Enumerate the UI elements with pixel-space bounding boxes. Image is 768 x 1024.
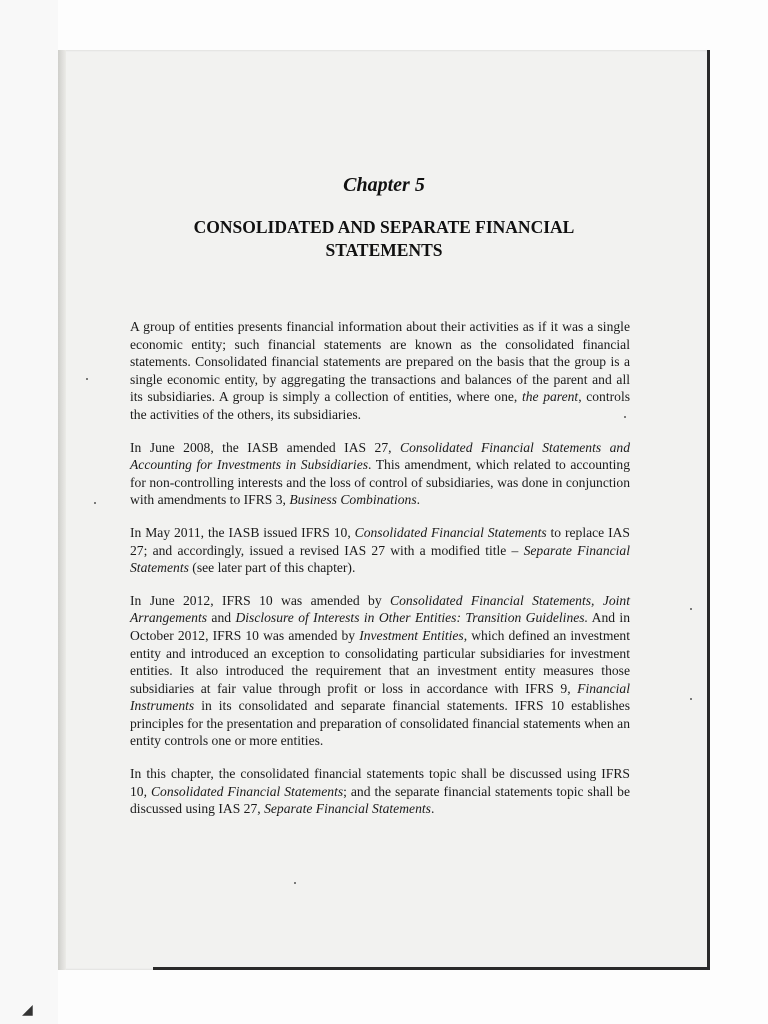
scan-speck (94, 502, 96, 504)
text-run: . (430, 801, 435, 817)
page-bottom-border (153, 967, 710, 970)
text-run: In June 2008, the IASB amended IAS 27, (130, 439, 400, 455)
text-run: in its consolidated and separate financial statements. IFRS 10 establishes principles for the presentation and preparation of consolidated financial statements when an entity controls one or more entities. (130, 698, 630, 749)
text-run: . This amendment, which related to accounting for non-controlling interests and the loss of control of subsidiaries, was done in conjunction with amendments to IFRS 3, (130, 457, 630, 508)
italic-text: Financial Instruments (130, 680, 630, 714)
body-paragraph (130, 318, 630, 424)
italic-text: Consolidated Financial Statements (150, 783, 344, 799)
text-run: In this chapter, the consolidated financial statements topic shall be discussed using IFRS 10, (130, 766, 630, 799)
text-run: to replace IAS 27; and accordingly, issued a revised IAS 27 with a modified title – (130, 524, 630, 558)
corner-mark-icon: ◢ (22, 1002, 33, 1018)
scan-speck (690, 608, 692, 610)
scan-speck (624, 416, 626, 418)
italic-text: Disclosure of Interests in Other Entities: Transition Guidelines. (235, 610, 588, 626)
text-run: . (416, 492, 421, 508)
italic-text: Consolidated Financial Statements (354, 524, 547, 540)
text-run: A group of entities presents financial information about their activities as if it was a single economic entity; such financial statements are known as the consolidated financial statements. Consolidated financial statements are prepared on the basis that the group is a single economic entity, by aggregating the transactions and balances of the parent and all its subsidiaries. A group is simply a collection of entities, where one, (130, 319, 630, 405)
scan-speck (294, 882, 296, 884)
italic-text: Consolidated Financial Statements, Joint Arrangements (130, 592, 631, 626)
italic-text: Investment Entities (359, 627, 464, 643)
scan-margin (0, 0, 58, 1024)
chapter-title (98, 216, 670, 262)
italic-text: Separate Financial Statements (264, 801, 431, 817)
text-run: In June 2012, IFRS 10 was amended by (130, 592, 391, 608)
chapter-title-line-1: CONSOLIDATED AND SEPARATE FINANCIAL (193, 217, 575, 237)
text-run: ; and the separate financial statements topic shall be discussed using IAS 27, (130, 783, 631, 817)
chapter-body (130, 318, 630, 833)
body-paragraph (130, 592, 630, 750)
italic-text: Separate Financial Statements (130, 542, 630, 576)
text-run: , controls the activities of the others, its subsidiaries. (130, 389, 631, 422)
italic-text: Consolidated Financial Statements and Accounting for Investments in Subsidiaries (130, 439, 631, 473)
book-page (58, 50, 710, 970)
body-paragraph (130, 439, 630, 509)
text-run: In May 2011, the IASB issued IFRS 10, (130, 524, 355, 540)
body-paragraph (130, 524, 630, 577)
italic-text: Business Combinations (289, 492, 417, 508)
text-run: and (207, 610, 236, 626)
text-run: (see later part of this chapter). (188, 560, 356, 576)
italic-text: the parent (521, 389, 579, 405)
chapter-title-line-2: STATEMENTS (325, 240, 443, 260)
scan-speck (86, 378, 88, 380)
text-run: And in October 2012, IFRS 10 was amended by (130, 610, 630, 643)
chapter-heading: Chapter 5 (343, 174, 425, 196)
body-paragraph (130, 765, 630, 818)
scan-speck (690, 698, 692, 700)
text-run: , which defined an investment entity and introduced an exception to consolidating particular subsidiaries for investment entities. It also introduced the requirement that an investment entity measures those subsidiaries at fair value through profit or loss in accordance with IFRS 9, (130, 627, 631, 696)
